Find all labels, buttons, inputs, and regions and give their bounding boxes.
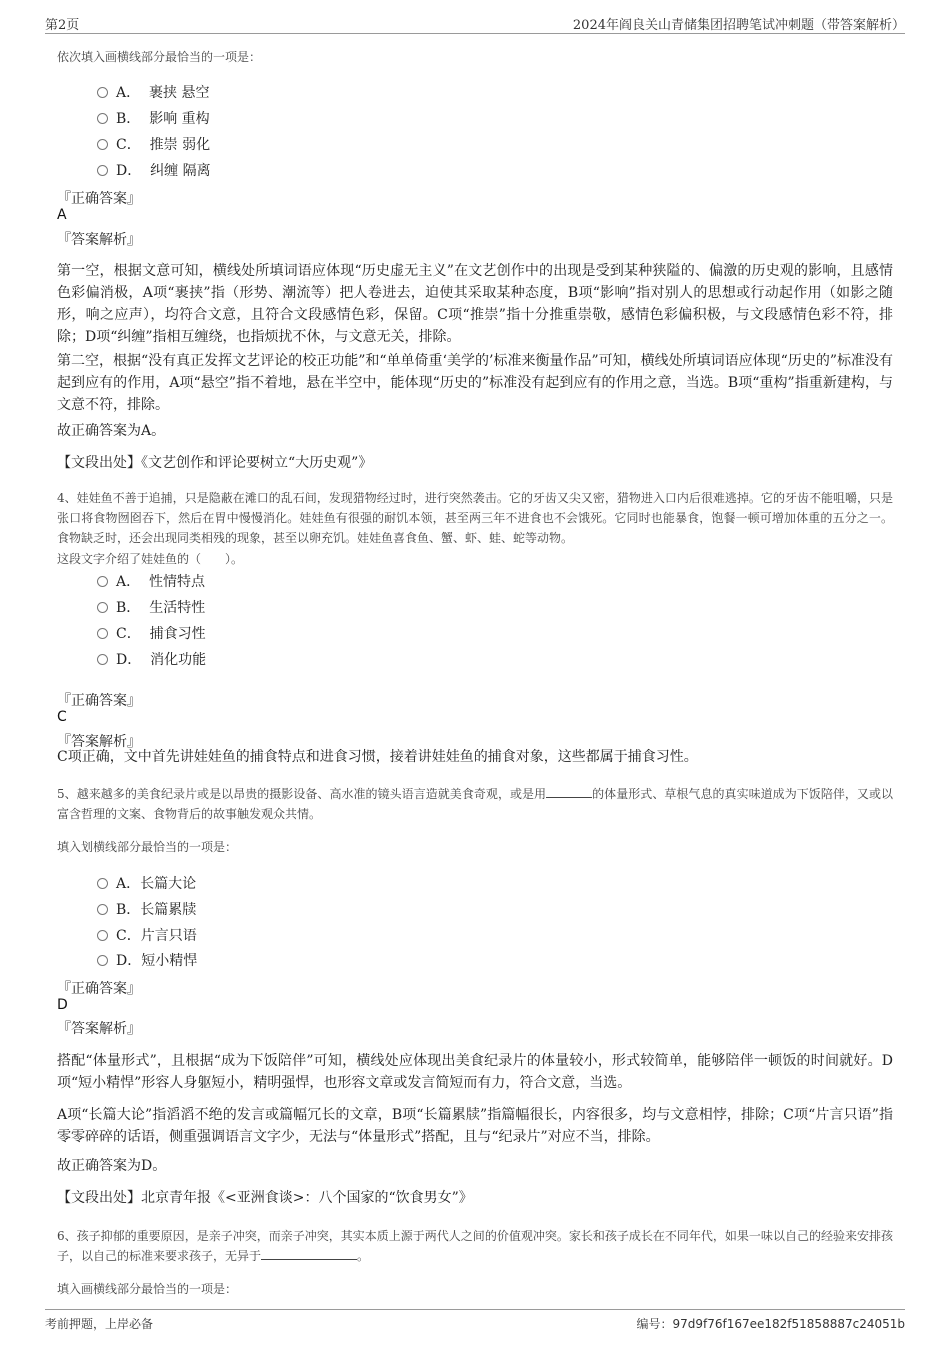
fill-in-blank (261, 1259, 357, 1260)
q3-option-d[interactable]: D． 纠缠 隔离 (97, 160, 211, 180)
q5-option-a[interactable]: A．长篇大论 (97, 873, 196, 893)
footer-rule (45, 1309, 905, 1310)
q3-prompt: 依次填入画横线部分最恰当的一项是： (57, 50, 262, 64)
q4-analysis-label: 『答案解析』 (57, 734, 141, 750)
radio-icon[interactable] (97, 87, 108, 98)
q5-analysis-paragraph-2: A项“长篇大论”指滔滔不绝的发言或篇幅冗长的文章，B项“长篇累牍”指篇幅很长，内容很多，均与文意相悖，排除；C项“片言只语”指零零碎碎的话语，侧重强调语言文字少，无法与“体量形式”搭配，且与“纪录片”对应不当，排除。 (57, 1107, 893, 1145)
q5-prompt: 填入划横线部分最恰当的一项是： (57, 840, 238, 854)
q4-answer: C (57, 709, 67, 725)
fill-in-blank (546, 797, 592, 798)
q5-source: 【文段出处】北京青年报《<亚洲食谈>：八个国家的“饮食男女”》 (57, 1190, 473, 1206)
radio-icon[interactable] (97, 930, 108, 941)
q3-option-a[interactable]: A． 裹挟 悬空 (97, 82, 209, 102)
radio-icon[interactable] (97, 878, 108, 889)
q3-analysis-paragraph-1: 第一空，根据文意可知，横线处所填词语应体现“历史虚无主义”在文艺创作中的出现是受到某种狭隘的、偏激的历史观的影响，且感情色彩偏消极，A项“裹挟”指（形势、潮流等）把人卷进去，迫使其采取某种态度，B项“影响”指对别人的思想或行动起作用（如影之随形，响之应声），均符合文意，且符合文段感情色彩，保留。C项“推崇”指十分推重崇敬，感情色彩偏积极，与文段感情色彩不符，排除；D项“纠缠”指相互缠绕，也指烦扰不休，与文意无关，排除。 (57, 263, 893, 345)
q5-analysis-label: 『答案解析』 (57, 1021, 141, 1037)
q4-option-c[interactable]: C． 捕食习性 (97, 623, 206, 643)
page-number: 第2页 (45, 18, 80, 33)
q4-option-a[interactable]: A． 性情特点 (97, 571, 205, 591)
q4-text: 4、娃娃鱼不善于追捕，只是隐蔽在滩口的乱石间，发现猎物经过时，进行突然袭击。它的牙齿又尖又密，猎物进入口内后很难逃掉。它的牙齿不能咀嚼，只是张口将食物囫囵吞下，然后在胃中慢慢消化。娃娃鱼有很强的耐饥本领，甚至两三年不进食也不会饿死。它同时也能暴食，饱餐一顿可增加体重的五分之一。食物缺乏时，还会出现同类相残的现象，甚至以卵充饥。娃娃鱼喜食鱼、蟹、虾、蛙、蛇等动物。 (57, 491, 893, 545)
q5-text: 5、越来越多的美食纪录片或是以昂贵的摄影设备、高水准的镜头语言造就美食奇观，或是用 的体量形式、草根气息的真实味道成为下饭陪伴，又或以富含哲理的文案、食物背后的故事触发观众共情。 (57, 787, 893, 821)
q3-analysis-paragraph-3: 故正确答案为A。 (57, 423, 166, 439)
q3-option-b[interactable]: B． 影响 重构 (97, 108, 210, 128)
q4-answer-label: 『正确答案』 (57, 693, 141, 709)
q3-analysis-paragraph-2: 第二空，根据“没有真正发挥文艺评论的校正功能”和“单单倚重‘美学的’标准来衡量作品”可知，横线处所填词语应体现“历史的”标准没有起到应有的作用，A项“悬空”指不着地，悬在半空中，能体现“历史的”标准没有起到应有的作用之意，当选。B项“重构”指重新建构，与文意不符，排除。 (57, 353, 893, 413)
header-rule (45, 33, 905, 34)
radio-icon[interactable] (97, 576, 108, 587)
q3-analysis-label: 『答案解析』 (57, 232, 141, 248)
q5-analysis-paragraph-3: 故正确答案为D。 (57, 1158, 167, 1174)
q6-text: 6、孩子抑郁的重要原因，是亲子冲突，而亲子冲突，其实本质上源于两代人之间的价值观冲突。家长和孩子成长在不同年代，如果一味以自己的经验来安排孩子，以自己的标准来要求孩子，无异于 。 (57, 1229, 893, 1263)
q4-option-d[interactable]: D． 消化功能 (97, 649, 206, 669)
q5-analysis-paragraph-1: 搭配“体量形式”，且根据“成为下饭陪伴”可知，横线处应体现出美食纪录片的体量较小，形式较简单，能够陪伴一顿饭的时间就好。D项“短小精悍”形容人身躯短小，精明强悍，也形容文章或发言简短而有力，符合文意，当选。 (57, 1053, 893, 1091)
q3-answer-label: 『正确答案』 (57, 191, 141, 207)
radio-icon[interactable] (97, 955, 108, 966)
radio-icon[interactable] (97, 654, 108, 665)
radio-icon[interactable] (97, 113, 108, 124)
q5-option-d[interactable]: D．短小精悍 (97, 950, 197, 970)
q4-analysis: C项正确，文中首先讲娃娃鱼的捕食特点和进食习惯，接着讲娃娃鱼的捕食对象，这些都属于捕食习性。 (57, 749, 698, 765)
q3-answer: A (57, 207, 67, 223)
footer-slogan: 考前押题，上岸必备 (45, 1317, 154, 1331)
q5-answer-label: 『正确答案』 (57, 981, 141, 997)
q5-answer: D (57, 997, 68, 1013)
q4-option-b[interactable]: B． 生活特性 (97, 597, 205, 617)
q4-prompt: 这段文字介绍了娃娃鱼的（ ）。 (57, 552, 244, 566)
q3-option-c[interactable]: C． 推崇 弱化 (97, 134, 210, 154)
radio-icon[interactable] (97, 904, 108, 915)
q6-prompt: 填入画横线部分最恰当的一项是： (57, 1282, 238, 1296)
footer-code: 编号：97d9f76f167ee182f51858887c24051b (636, 1317, 905, 1331)
q5-option-b[interactable]: B．长篇累牍 (97, 899, 196, 919)
radio-icon[interactable] (97, 628, 108, 639)
radio-icon[interactable] (97, 602, 108, 613)
q5-option-c[interactable]: C．片言只语 (97, 925, 197, 945)
document-title: 2024年阎良关山青储集团招聘笔试冲刺题（带答案解析） (572, 18, 905, 33)
radio-icon[interactable] (97, 165, 108, 176)
q3-source: 【文段出处】《文艺创作和评论要树立“大历史观”》 (57, 455, 373, 471)
radio-icon[interactable] (97, 139, 108, 150)
